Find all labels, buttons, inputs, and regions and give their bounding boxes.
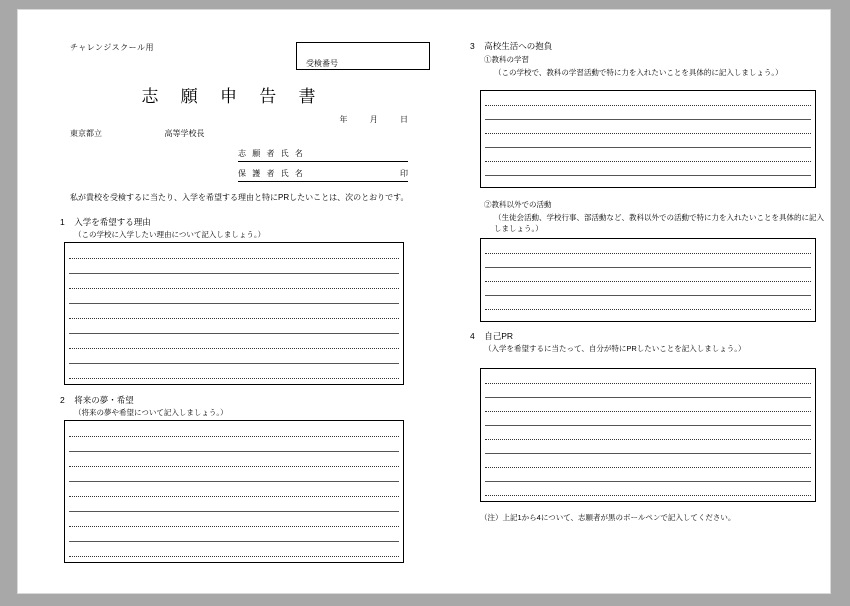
section-3b-heading	[470, 200, 826, 235]
rule-line	[69, 258, 399, 259]
section-3b-title: ②教科以外での活動	[484, 200, 552, 209]
section-2-number: 2	[60, 395, 65, 405]
rule-line	[69, 436, 399, 437]
rule-line	[485, 295, 811, 296]
rule-line	[485, 147, 811, 148]
rule-line	[485, 411, 811, 412]
rule-line	[69, 348, 399, 349]
rule-line	[69, 363, 399, 364]
rule-line	[485, 253, 811, 254]
rule-line	[485, 281, 811, 282]
date-year-label: 年	[339, 115, 348, 124]
rule-line	[485, 495, 811, 496]
section-2-title: 将来の夢・希望	[74, 395, 134, 405]
rule-line	[69, 526, 399, 527]
section-4-title-line	[470, 330, 826, 342]
rule-line	[485, 309, 811, 310]
date-month-label: 月	[369, 115, 378, 124]
section-1-instruction: （この学校に入学したい理由について記入しましょう。）	[74, 230, 266, 239]
rule-line	[69, 333, 399, 334]
section-2-answer-box[interactable]	[64, 420, 404, 563]
rule-line	[485, 481, 811, 482]
rule-line	[485, 425, 811, 426]
section-3-heading	[470, 40, 826, 79]
applicant-name-row[interactable]	[238, 148, 408, 162]
right-column	[458, 10, 824, 593]
rule-line	[69, 511, 399, 512]
seal-label: 印	[400, 169, 408, 178]
school-suffix: 高等学校長	[164, 129, 205, 138]
section-2-heading	[60, 394, 416, 419]
section-1-number: 1	[60, 217, 65, 227]
intro-text: 私が貴校を受検するに当たり、入学を希望する理由と特にPRしたいことは、次のとおりです。	[70, 193, 409, 202]
section-3b-instruction: （生徒会活動、学校行事、部活動など、教科以外での活動で特に力を入れたいことを具体的に記入しましょう。）	[494, 212, 824, 233]
section-4-title: 自己PR	[484, 331, 513, 341]
rule-line	[485, 383, 811, 384]
section-3a-title: ①教科の学習	[484, 55, 529, 64]
rule-line	[69, 451, 399, 452]
rule-line	[69, 303, 399, 304]
date-day-label: 日	[400, 115, 408, 124]
footnote: （注）上記1から4について、志願者が黒のボールペンで記入してください。	[480, 513, 736, 522]
section-4-instruction: （入学を希望するに当たって、自分が特にPRしたいことを記入しましょう。）	[484, 344, 746, 353]
school-address-line	[70, 128, 204, 139]
rule-line	[485, 467, 811, 468]
section-4-heading	[470, 330, 826, 355]
rule-line	[69, 481, 399, 482]
address-prefix: 東京都立	[70, 129, 102, 138]
form-page	[18, 10, 830, 593]
rule-line	[69, 288, 399, 289]
section-2-title-line	[60, 394, 416, 406]
section-4-number: 4	[470, 331, 475, 341]
date-line	[320, 114, 408, 125]
rule-line	[69, 273, 399, 274]
rule-line	[69, 378, 399, 379]
guardian-name-row[interactable]	[238, 168, 408, 182]
section-1-answer-box[interactable]	[64, 242, 404, 385]
rule-line	[69, 466, 399, 467]
rule-line	[485, 439, 811, 440]
section-3-title: 高校生活への抱負	[484, 41, 553, 51]
rule-line	[485, 267, 811, 268]
section-4-answer-box[interactable]	[480, 368, 816, 502]
rule-line	[485, 105, 811, 106]
rule-line	[69, 541, 399, 542]
section-1-heading	[60, 216, 416, 241]
rule-line	[485, 397, 811, 398]
section-3a-answer-box[interactable]	[480, 90, 816, 188]
rule-line	[485, 161, 811, 162]
guardian-name-label: 保 護 者 氏 名	[238, 168, 408, 182]
rule-line	[485, 119, 811, 120]
rule-line	[485, 453, 811, 454]
applicant-name-label: 志 願 者 氏 名	[238, 148, 408, 162]
left-column	[48, 10, 418, 593]
rule-line	[69, 318, 399, 319]
section-3-number: 3	[470, 41, 475, 51]
section-3-title-line	[470, 40, 826, 52]
section-3a-instruction: （この学校で、教科の学習活動で特に力を入れたいことを具体的に記入しましょう。）	[494, 67, 783, 77]
rule-line	[485, 133, 811, 134]
rule-line	[69, 496, 399, 497]
rule-line	[69, 556, 399, 557]
section-3b-answer-box[interactable]	[480, 238, 816, 322]
page-title: 志 願 申 告 書	[141, 87, 325, 106]
header-note: チャレンジスクール用	[70, 43, 154, 52]
section-1-title-line	[60, 216, 416, 228]
receipt-number-label: 受検番号	[306, 59, 338, 68]
section-1-title: 入学を希望する理由	[74, 217, 151, 227]
section-2-instruction: （将来の夢や希望について記入しましょう。）	[74, 408, 228, 417]
rule-line	[485, 175, 811, 176]
